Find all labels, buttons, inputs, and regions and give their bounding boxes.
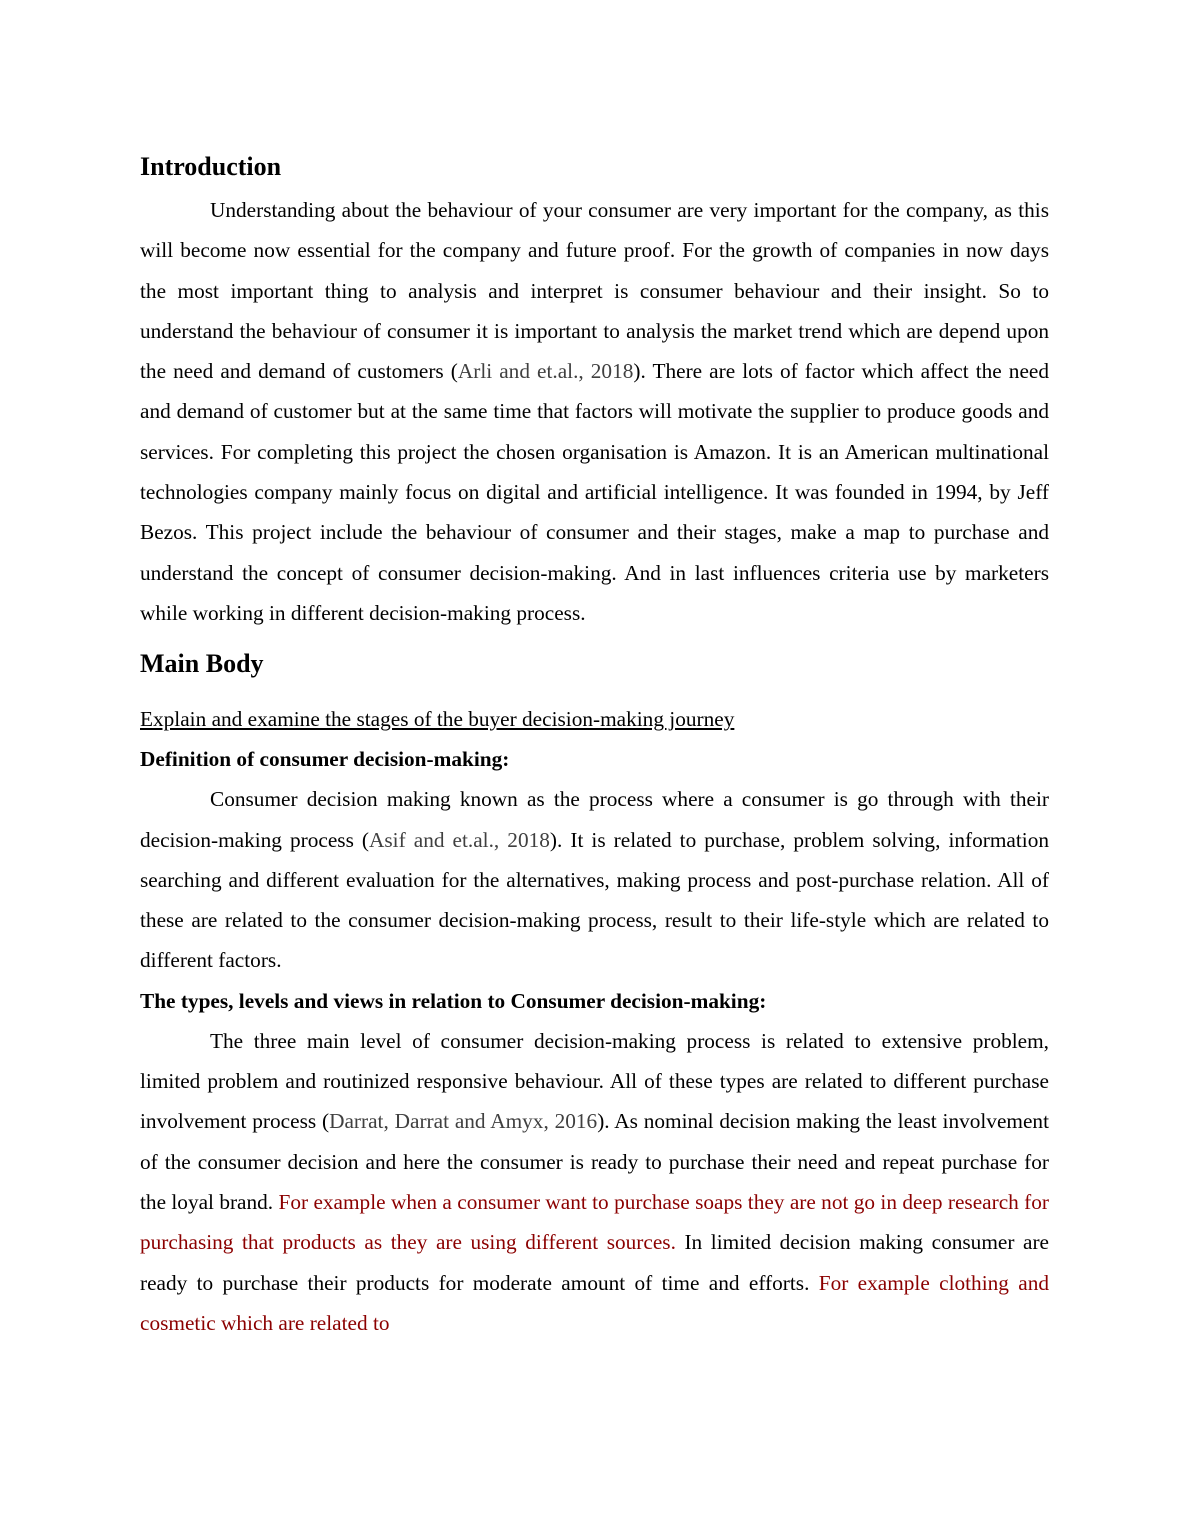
main-body-heading: Main Body — [140, 649, 264, 679]
intro-text-1: Understanding about the behaviour of your consumer are very important for the company, as this will become now essential for the company and future proof. For the growth of companies in now days the most important thing to analysis and interpret is consumer behaviour and their insight. So to understand the behaviour of consumer it is important to analysis the market trend which are depend upon the need and demand of customers ( — [140, 198, 1049, 384]
intro-citation: Arli and et.al., 2018 — [457, 359, 634, 384]
types-heading: The types, levels and views in relation to Consumer decision-making: — [140, 988, 767, 1013]
types-citation: Darrat, Darrat and Amyx, 2016 — [329, 1109, 598, 1134]
introduction-heading: Introduction — [140, 152, 282, 181]
definition-paragraph — [140, 779, 1049, 980]
definition-heading: Definition of consumer decision-making: — [140, 747, 510, 772]
definition-citation: Asif and et.al., 2018 — [369, 827, 550, 852]
intro-text-2: ). There are lots of factor which affect the need and demand of customer but at the same time that factors will motivate the supplier to produce goods and services. For completing this project the chosen organisation is Amazon. It is an American multinational technologies company mainly focus on digital and artificial intelligence. It was founded in 1994, by Jeff Bezos. This project include the behaviour of consumer and their stages, make a map to purchase and understand the concept of consumer decision-making. And in last influences criteria use by marketers while working in different decision-making process. — [140, 359, 1049, 625]
types-example-1: For example when a consumer want to purchase soaps they are not go in deep research for purchasing that products as they are using different sources. — [140, 1189, 1050, 1255]
document-page — [140, 148, 1049, 1343]
types-text-1: The three main level of consumer decision-making process is related to extensive problem, limited problem and routinized responsive behaviour. All of these types are related to different purchase involvement process ( — [140, 1028, 1049, 1134]
types-text-3: In limited decision making consumer are ready to purchase their products for moderate amount of time and efforts. — [140, 1230, 1049, 1295]
section-subheading: Explain and examine the stages of the buyer decision-making journey — [140, 707, 735, 732]
definition-text-2: ). It is related to purchase, problem solving, information searching and different evaluation for the alternatives, making process and post-purchase relation. All of these are related to the consumer decision-making process, result to their life-style which are related to different factors. — [140, 827, 1049, 973]
types-example-2: For example clothing and cosmetic which are related to — [140, 1270, 1050, 1335]
types-paragraph — [140, 1021, 1049, 1343]
introduction-paragraph — [140, 190, 1049, 633]
definition-text-1: Consumer decision making known as the process where a consumer is go through with their decision-making process ( — [140, 787, 1049, 852]
types-text-2: ). As nominal decision making the least involvement of the consumer decision and here the consumer is ready to purchase their need and repeat purchase for the loyal brand. — [140, 1109, 1049, 1214]
